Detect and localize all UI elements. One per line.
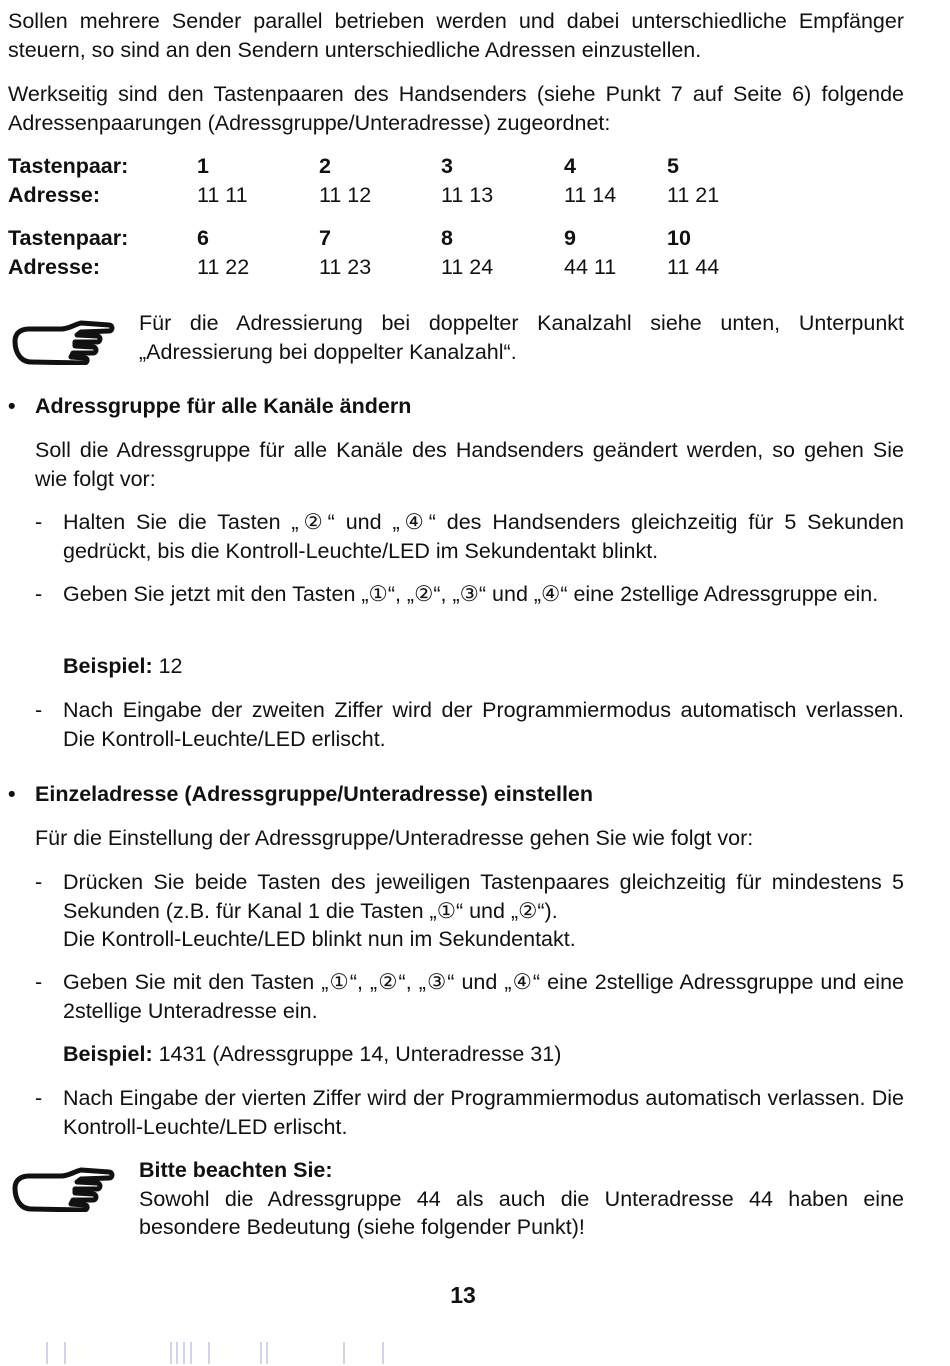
address-value: 11 12 xyxy=(319,182,372,207)
step-text: Nach Eingabe der zweiten Ziffer wird der Programmiermodus automatisch verlassen. Die Kontroll-Leuchte/LED erlischt. xyxy=(63,698,904,751)
address-label: Adresse: xyxy=(8,254,101,279)
step-text: Geben Sie mit den Tasten „①“, „②“, „③“ und „④“ eine 2stellige Adressgruppe und eine 2stellige Unteradresse ein. xyxy=(63,970,904,1023)
section-title: Adressgruppe für alle Kanäle ändern xyxy=(35,394,412,418)
example-line xyxy=(63,652,183,681)
page-number: 13 xyxy=(450,1282,476,1308)
intro-paragraph-2: Werkseitig sind den Tastenpaaren des Handsenders (siehe Punkt 7 auf Seite 6) folgende Adressenpaarungen (Adressgruppe/Unteradresse) zugeordnet: xyxy=(8,82,904,135)
step-text: Drücken Sie beide Tasten des jeweiligen Tastenpaares gleichzeitig für mindestens 5 Sekunden (z.B. für Kanal 1 die Tasten „①“ und „②“). xyxy=(63,870,904,923)
address-value: 11 24 xyxy=(441,254,494,279)
address-value: 11 11 xyxy=(197,182,248,207)
key-pair-value: 10 xyxy=(667,226,691,250)
note-text: Für die Adressierung bei doppelter Kanalzahl siehe unten, Unterpunkt „Adressierung bei doppelter Kanalzahl“. xyxy=(139,311,904,364)
address-value: 11 22 xyxy=(197,254,250,279)
key-pair-value: 4 xyxy=(564,154,576,178)
example-label: Beispiel: xyxy=(63,654,153,678)
address-value: 44 11 xyxy=(564,254,617,279)
section-title: Einzeladresse (Adressgruppe/Unteradresse) einstellen xyxy=(35,782,594,806)
bullet: • xyxy=(8,782,16,806)
address-value: 11 14 xyxy=(564,182,617,207)
step-text-continued: Die Kontroll-Leuchte/LED blinkt nun im Sekundentakt. xyxy=(63,927,576,951)
example-value: 12 xyxy=(152,654,183,678)
pointing-hand-icon xyxy=(11,1164,115,1212)
example-line xyxy=(63,1040,561,1069)
section-intro: Soll die Adressgruppe für alle Kanäle des Handsenders geändert werden, so gehen Sie wie folgt vor: xyxy=(35,438,904,491)
note-title: Bitte beachten Sie: xyxy=(139,1158,333,1182)
dash-marker: - xyxy=(35,582,43,606)
address-row xyxy=(8,253,904,282)
address-value: 11 23 xyxy=(319,254,372,279)
key-pair-label: Tastenpaar: xyxy=(8,154,129,178)
dash-marker: - xyxy=(35,510,43,534)
key-pair-value: 2 xyxy=(319,154,331,178)
key-pair-value: 1 xyxy=(197,154,209,178)
address-value: 11 21 xyxy=(667,182,720,207)
key-pair-row xyxy=(8,152,904,181)
key-pair-value: 3 xyxy=(441,154,453,178)
address-table-group-1 xyxy=(8,152,904,209)
footer-print-marks xyxy=(0,1342,950,1366)
note-text: Sowohl die Adressgruppe 44 als auch die Unteradresse 44 haben eine besondere Bedeutung (siehe folgender Punkt)! xyxy=(139,1186,904,1239)
key-pair-label: Tastenpaar: xyxy=(8,226,129,250)
step-text: Nach Eingabe der vierten Ziffer wird der Programmiermodus automatisch verlassen. Die Kontroll-Leuchte/LED erlischt. xyxy=(63,1086,904,1139)
dash-marker: - xyxy=(35,1086,43,1110)
key-pair-value: 5 xyxy=(667,154,679,178)
key-pair-value: 9 xyxy=(564,226,576,250)
bullet: • xyxy=(8,394,16,418)
address-table-group-2 xyxy=(8,224,904,281)
example-label: Beispiel: xyxy=(63,1042,153,1066)
address-value: 11 44 xyxy=(667,254,720,279)
example-value: 1431 (Adressgruppe 14, Unteradresse 31) xyxy=(152,1042,562,1066)
intro-paragraph-1: Sollen mehrere Sender parallel betrieben werden und dabei unterschiedliche Empfänger steuern, so sind an den Sendern unterschiedliche Adressen einzustellen. xyxy=(8,9,904,62)
key-pair-value: 7 xyxy=(319,226,331,250)
dash-marker: - xyxy=(35,870,43,894)
dash-marker: - xyxy=(35,698,43,722)
step-text: Halten Sie die Tasten „②“ und „④“ des Handsenders gleichzeitig für 5 Sekunden gedrückt, bis die Kontroll-Leuchte/LED im Sekundentakt blinkt. xyxy=(63,510,904,563)
address-value: 11 13 xyxy=(441,182,494,207)
address-label: Adresse: xyxy=(8,182,101,207)
dash-marker: - xyxy=(35,970,43,994)
key-pair-value: 6 xyxy=(197,226,209,250)
pointing-hand-icon xyxy=(11,317,115,365)
key-pair-row xyxy=(8,224,904,253)
address-row xyxy=(8,181,904,210)
key-pair-value: 8 xyxy=(441,226,453,250)
step-text: Geben Sie jetzt mit den Tasten „①“, „②“, „③“ und „④“ eine 2stellige Adressgruppe ein. xyxy=(63,582,879,606)
section-intro: Für die Einstellung der Adressgruppe/Unteradresse gehen Sie wie folgt vor: xyxy=(35,826,754,850)
